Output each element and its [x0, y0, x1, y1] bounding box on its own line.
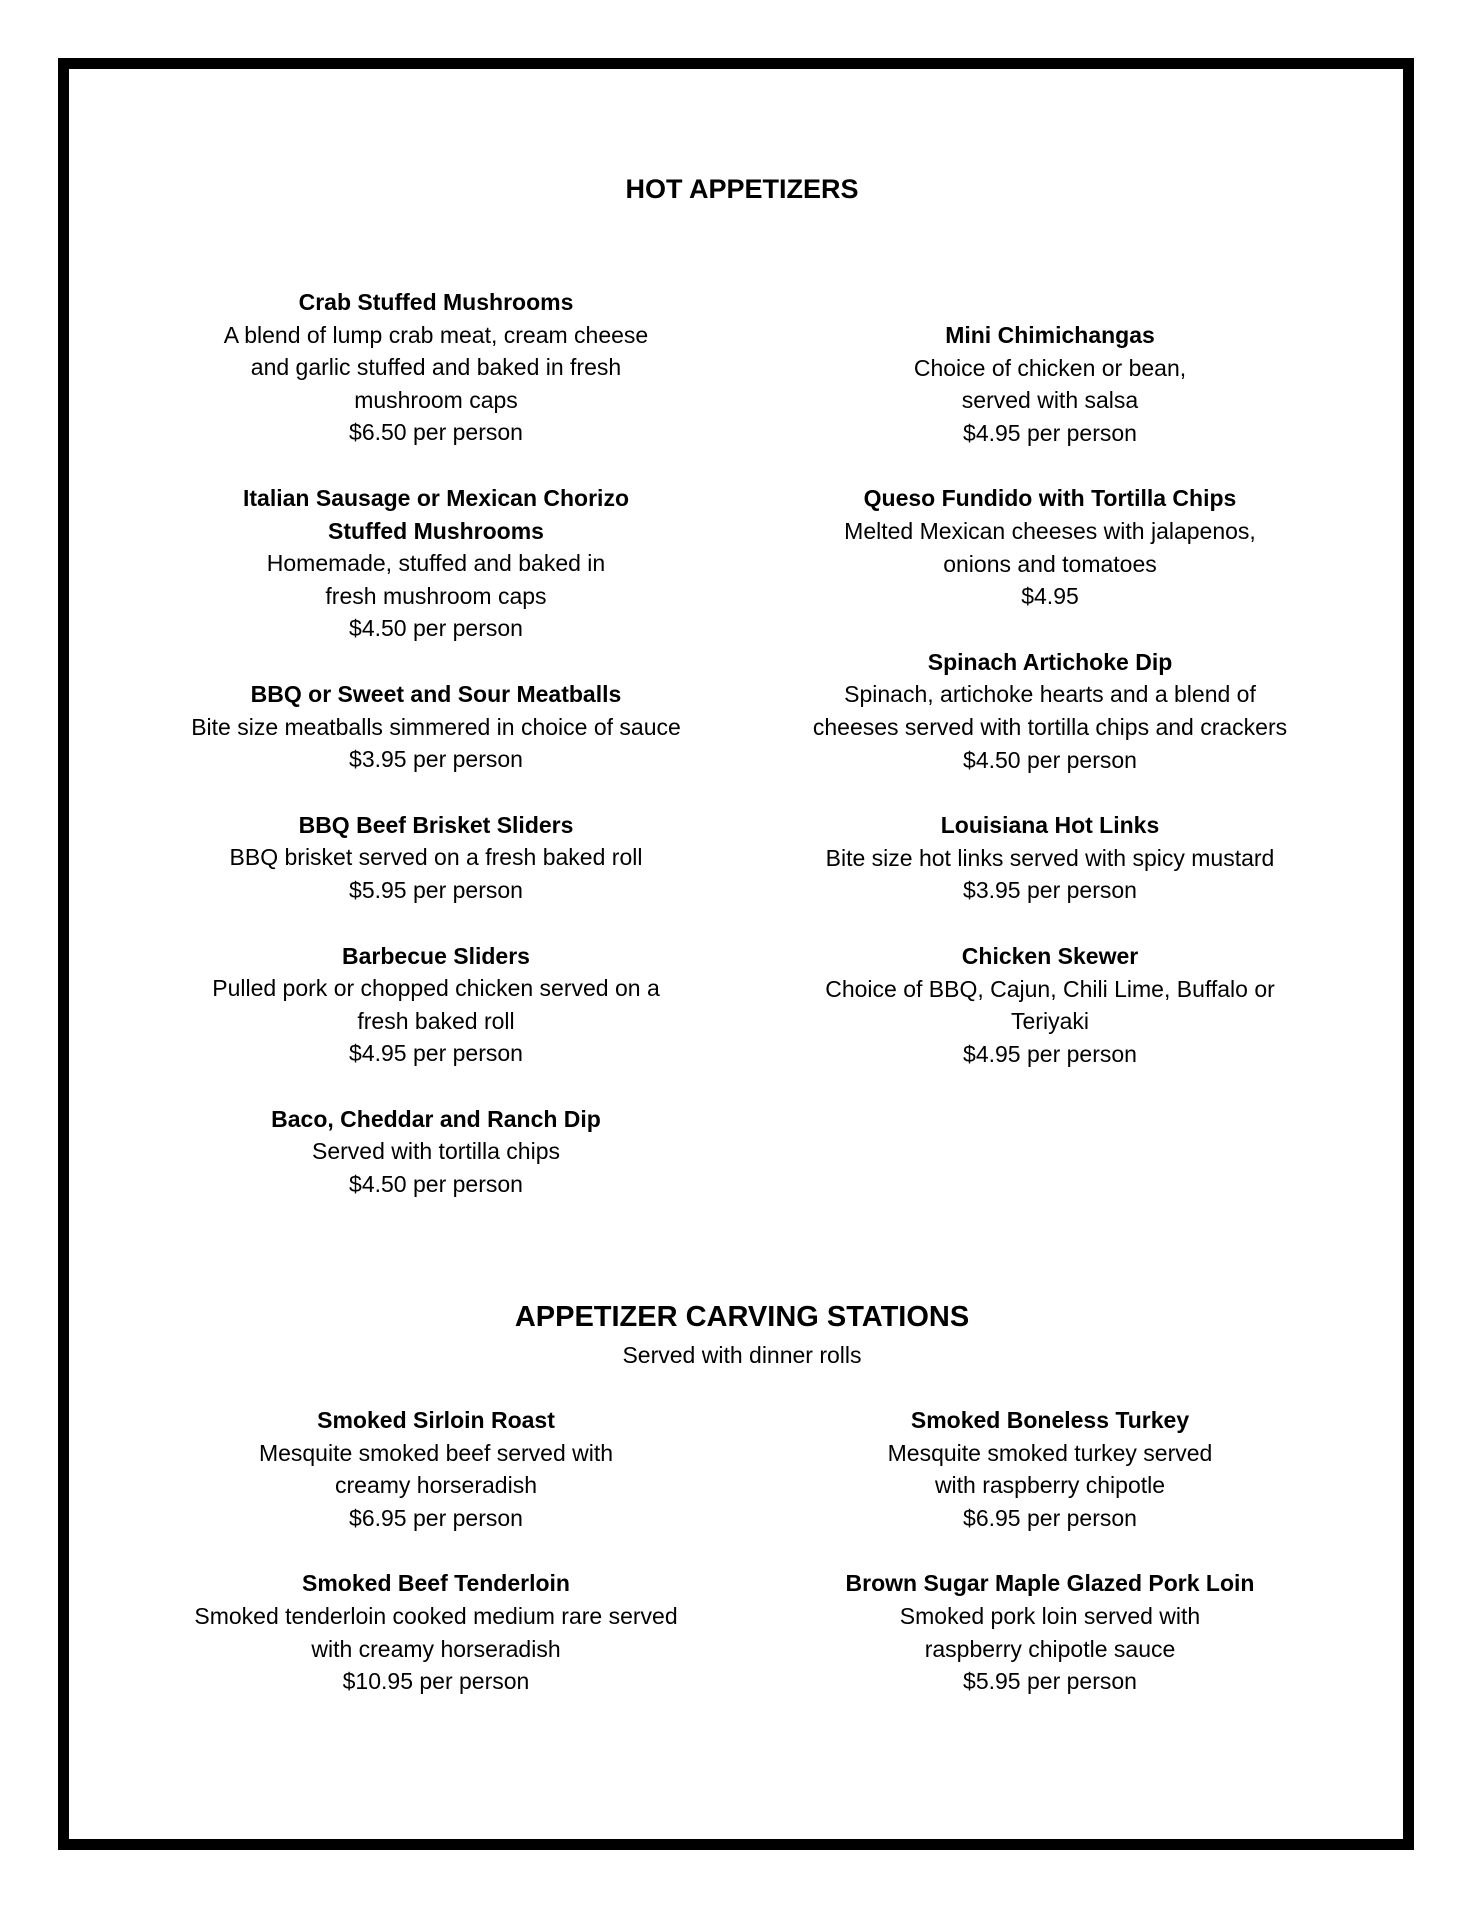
- menu-item-name: BBQ or Sweet and Sour Meatballs: [250, 680, 622, 707]
- menu-item-description: Spinach, artichoke hearts and a blend of: [844, 681, 1256, 708]
- menu-item-name: Smoked Sirloin Roast: [317, 1407, 555, 1433]
- carving-stations-left-column: [168, 1404, 704, 1698]
- menu-item: [780, 1567, 1320, 1697]
- menu-item: [168, 678, 704, 776]
- menu-item-price: $5.95 per person: [349, 876, 523, 903]
- menu-item-description: Choice of chicken or bean,: [913, 354, 1187, 381]
- menu-item-description: mushroom caps: [354, 386, 518, 413]
- menu-item-price: $4.95: [1021, 583, 1079, 610]
- menu-item-price: $3.95 per person: [963, 877, 1137, 904]
- menu-item-price: $4.50 per person: [349, 615, 523, 642]
- menu-item-description: Mesquite smoked beef served with: [258, 1439, 614, 1466]
- menu-item-price: $4.95 per person: [349, 1040, 523, 1067]
- menu-item: [168, 1103, 704, 1201]
- menu-item-price: $4.95 per person: [963, 1040, 1137, 1067]
- menu-item-name: BBQ Beef Brisket Sliders: [298, 811, 574, 838]
- menu-item-description: Homemade, stuffed and baked in: [266, 550, 606, 577]
- menu-item-price: $4.50 per person: [963, 746, 1137, 773]
- hot-appetizers-left-column: [168, 286, 704, 1201]
- menu-item: [168, 1567, 704, 1697]
- menu-item: [168, 482, 704, 645]
- menu-item-price: $4.50 per person: [349, 1171, 523, 1198]
- carving-stations-right-column: [780, 1404, 1320, 1698]
- menu-item-description: Pulled pork or chopped chicken served on a: [212, 975, 660, 1002]
- menu-item-description: and garlic stuffed and baked in fresh: [250, 354, 622, 381]
- menu-item-name: Queso Fundido with Tortilla Chips: [863, 485, 1237, 512]
- menu-item-description: onions and tomatoes: [943, 550, 1157, 577]
- menu-item: [168, 940, 704, 1070]
- menu-item-description: creamy horseradish: [335, 1472, 537, 1499]
- menu-item-price: $6.50 per person: [349, 419, 523, 446]
- menu-item: [168, 286, 704, 449]
- menu-item-name: Brown Sugar Maple Glazed Pork Loin: [845, 1570, 1255, 1597]
- menu-item-name: Barbecue Sliders: [342, 942, 530, 969]
- menu-item-description: BBQ brisket served on a fresh baked roll: [229, 844, 643, 871]
- menu-item-name: Mini Chimichangas: [945, 322, 1155, 348]
- menu-item: [780, 646, 1320, 776]
- menu-item: [780, 940, 1320, 1070]
- menu-item: [780, 1404, 1320, 1534]
- menu-item-description: served with salsa: [961, 387, 1139, 414]
- menu-item-name: Italian Sausage or Mexican Chorizo: [243, 484, 629, 511]
- menu-item-name: Chicken Skewer: [961, 942, 1139, 969]
- menu-item-description: A blend of lump crab meat, cream cheese: [223, 321, 649, 348]
- menu-item-description: cheeses served with tortilla chips and crackers: [812, 713, 1288, 740]
- hot-appetizers-right-column: [780, 319, 1320, 1070]
- menu-item-description: Smoked pork loin served with: [899, 1602, 1201, 1629]
- menu-item-description: with creamy horseradish: [311, 1635, 561, 1662]
- carving-stations-heading: APPETIZER CARVING STATIONS: [514, 1301, 970, 1333]
- menu-item-description: Choice of BBQ, Cajun, Chili Lime, Buffalo or: [825, 975, 1275, 1002]
- menu-item-name: Smoked Boneless Turkey: [910, 1407, 1190, 1433]
- menu-item-price: $6.95 per person: [963, 1504, 1137, 1531]
- menu-item-price: $10.95 per person: [342, 1668, 530, 1695]
- menu-item-name: Stuffed Mushrooms: [328, 517, 544, 544]
- menu-item-price: $3.95 per person: [349, 746, 523, 773]
- menu-item-description: Smoked tenderloin cooked medium rare served: [194, 1602, 678, 1629]
- menu-item-description: Bite size meatballs simmered in choice of sauce: [191, 713, 681, 740]
- menu-item-name: Louisiana Hot Links: [940, 812, 1160, 839]
- hot-appetizers-heading: HOT APPETIZERS: [625, 174, 859, 204]
- menu-item-description: Mesquite smoked turkey served: [887, 1439, 1213, 1466]
- menu-item: [780, 482, 1320, 612]
- menu-item-name: Spinach Artichoke Dip: [927, 648, 1173, 675]
- menu-item-description: raspberry chipotle sauce: [924, 1635, 1176, 1662]
- menu-item: [168, 809, 704, 907]
- menu-item-description: Teriyaki: [1011, 1008, 1089, 1035]
- menu-item-price: $6.95 per person: [349, 1504, 523, 1531]
- menu-item-name: Smoked Beef Tenderloin: [302, 1570, 570, 1597]
- menu-item-price: $5.95 per person: [963, 1668, 1137, 1695]
- menu-item-description: Served with tortilla chips: [312, 1138, 560, 1165]
- menu-item: [780, 319, 1320, 449]
- menu-item-name: Baco, Cheddar and Ranch Dip: [271, 1105, 601, 1132]
- carving-stations-subtitle: Served with dinner rolls: [622, 1342, 862, 1368]
- menu-item: [780, 809, 1320, 907]
- menu-item-name: Crab Stuffed Mushrooms: [298, 289, 574, 315]
- menu-item-price: $4.95 per person: [963, 419, 1137, 446]
- menu-item-description: fresh mushroom caps: [325, 582, 547, 609]
- menu-item: [168, 1404, 704, 1534]
- menu-item-description: fresh baked roll: [357, 1007, 515, 1034]
- menu-item-description: with raspberry chipotle: [934, 1472, 1166, 1499]
- menu-item-description: Bite size hot links served with spicy mustard: [825, 844, 1275, 871]
- menu-item-description: Melted Mexican cheeses with jalapenos,: [844, 517, 1256, 544]
